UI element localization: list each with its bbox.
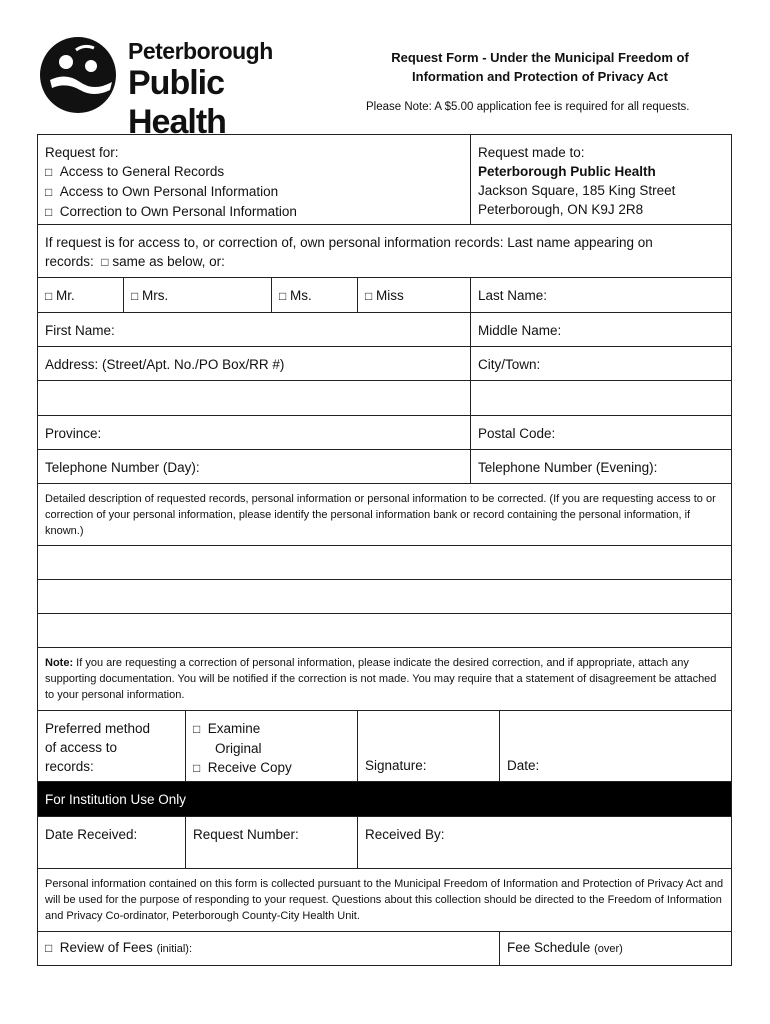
review-fees-label: Review of Fees bbox=[59, 940, 153, 955]
form-title-line2: Information and Protection of Privacy Act bbox=[412, 69, 668, 84]
option-label: Examine bbox=[207, 721, 261, 736]
option-label: Access to Own Personal Information bbox=[59, 184, 279, 199]
checkbox-icon[interactable]: □ bbox=[193, 761, 201, 775]
option-examine[interactable] bbox=[193, 719, 350, 739]
description-line-1 bbox=[38, 546, 732, 580]
title-mr[interactable] bbox=[38, 278, 124, 313]
middle-name-field[interactable]: Middle Name: bbox=[471, 313, 732, 347]
date-field[interactable]: Date: bbox=[500, 711, 732, 782]
signature-field[interactable]: Signature: bbox=[358, 711, 500, 782]
checkbox-icon[interactable]: □ bbox=[193, 722, 201, 736]
access-label-line1: Preferred method bbox=[45, 721, 151, 736]
org-name: Peterborough Public Health bbox=[478, 164, 656, 179]
note-label: Note: bbox=[45, 657, 74, 669]
institution-header-row bbox=[38, 782, 732, 817]
privacy-row bbox=[38, 869, 732, 932]
logo bbox=[36, 36, 326, 141]
institution-row bbox=[38, 817, 732, 869]
fee-schedule-sub: (over) bbox=[594, 943, 623, 955]
access-method-label bbox=[38, 711, 186, 782]
institution-header: For Institution Use Only bbox=[38, 782, 732, 817]
last-name-field[interactable]: Last Name: bbox=[471, 278, 732, 313]
date-received-field[interactable]: Date Received: bbox=[38, 817, 186, 869]
title-label: Mr. bbox=[56, 288, 75, 303]
address-blank-row bbox=[38, 381, 732, 416]
request-for-label: Request for: bbox=[45, 145, 119, 160]
checkbox-icon[interactable]: □ bbox=[101, 255, 109, 269]
logo-text-public-health: Public Health bbox=[128, 64, 226, 141]
checkbox-icon[interactable]: □ bbox=[45, 165, 53, 179]
telephone-day-field[interactable]: Telephone Number (Day): bbox=[38, 450, 471, 484]
logo-text-peterborough: Peterborough bbox=[128, 38, 273, 64]
city-field[interactable]: City/Town: bbox=[471, 347, 732, 381]
form-title bbox=[330, 48, 750, 86]
request-row bbox=[38, 135, 732, 225]
checkbox-icon[interactable]: □ bbox=[131, 289, 139, 303]
address-field[interactable]: Address: (Street/Apt. No./PO Box/RR #) bbox=[38, 347, 471, 381]
same-as-below-label: same as below, or: bbox=[112, 254, 225, 269]
org-address-line1: Jackson Square, 185 King Street bbox=[478, 183, 676, 198]
option-label: Receive Copy bbox=[207, 760, 292, 775]
checkbox-icon[interactable]: □ bbox=[45, 205, 53, 219]
option-examine-line2: Original bbox=[215, 741, 262, 756]
lastname-note-option bbox=[45, 252, 724, 272]
option-correction[interactable] bbox=[45, 202, 463, 222]
option-label: Correction to Own Personal Information bbox=[59, 204, 297, 219]
received-by-field[interactable]: Received By: bbox=[358, 817, 732, 869]
access-row bbox=[38, 711, 732, 782]
title-miss[interactable] bbox=[358, 278, 471, 313]
title-mrs[interactable] bbox=[124, 278, 272, 313]
note-row bbox=[38, 648, 732, 711]
form-title-line1: Request Form - Under the Municipal Freedom of bbox=[391, 50, 689, 65]
postal-code-field[interactable]: Postal Code: bbox=[471, 416, 732, 450]
fees-row bbox=[38, 932, 732, 966]
description-blank-field[interactable] bbox=[38, 614, 732, 648]
address-blank-field[interactable] bbox=[38, 381, 471, 416]
request-number-field[interactable]: Request Number: bbox=[186, 817, 358, 869]
privacy-text: Personal information contained on this form is collected pursuant to the Municipal Freedom of Information and Protection of Privacy Act and will be used for the purpose of responding to your request. Questions about this collection should be directed to the Freedom of Information and Privacy Co-ordinator, Peterborough County-City Health Unit. bbox=[38, 869, 732, 932]
telephone-evening-field[interactable]: Telephone Number (Evening): bbox=[471, 450, 732, 484]
logo-emblem-icon bbox=[36, 36, 126, 114]
fee-schedule-label: Fee Schedule bbox=[507, 940, 591, 955]
review-fees-sub: (initial): bbox=[156, 943, 193, 955]
checkbox-icon[interactable]: □ bbox=[45, 185, 53, 199]
option-receive-copy[interactable] bbox=[193, 758, 350, 778]
access-label-line2: of access to bbox=[45, 740, 118, 755]
option-general-records[interactable] bbox=[45, 162, 463, 182]
option-own-personal-info[interactable] bbox=[45, 182, 463, 202]
lastname-note-text: If request is for access to, or correction of, own personal information records: Last name appearing on bbox=[45, 235, 653, 250]
province-field[interactable]: Province: bbox=[38, 416, 471, 450]
request-form-table bbox=[37, 134, 732, 966]
request-for-cell bbox=[38, 135, 471, 225]
checkbox-icon[interactable]: □ bbox=[45, 289, 53, 303]
note-cell bbox=[38, 648, 732, 711]
note-text: If you are requesting a correction of personal information, please indicate the desired correction, and if appropriate, attach any supporting documentation. You will be notified if the correction is not made. You may require that a statement of disagreement be attached to your personal information. bbox=[45, 657, 717, 701]
fee-schedule bbox=[500, 932, 732, 966]
description-line-3 bbox=[38, 614, 732, 648]
description-text: Detailed description of requested records, personal information or personal information to be corrected. (If you are requesting access to or correction of your personal information, please identify the personal information bank or record containing the personal information, if known.) bbox=[38, 484, 732, 546]
access-label-line3: records: bbox=[45, 759, 94, 774]
request-made-to-cell bbox=[471, 135, 732, 225]
city-blank-field[interactable] bbox=[471, 381, 732, 416]
title-ms[interactable] bbox=[272, 278, 358, 313]
description-blank-field[interactable] bbox=[38, 580, 732, 614]
telephone-row bbox=[38, 450, 732, 484]
title-label: Mrs. bbox=[142, 288, 169, 303]
title-label: Miss bbox=[376, 288, 404, 303]
lastname-note-cell bbox=[38, 225, 732, 278]
description-blank-field[interactable] bbox=[38, 546, 732, 580]
checkbox-icon[interactable]: □ bbox=[279, 289, 287, 303]
lastname-note-prefix: records: bbox=[45, 254, 94, 269]
fee-note: Please Note: A $5.00 application fee is required for all requests. bbox=[366, 101, 690, 113]
title-label: Ms. bbox=[290, 288, 312, 303]
description-line-2 bbox=[38, 580, 732, 614]
lastname-note-row bbox=[38, 225, 732, 278]
name-row bbox=[38, 313, 732, 347]
checkbox-icon[interactable]: □ bbox=[45, 941, 53, 955]
description-row bbox=[38, 484, 732, 546]
option-label: Access to General Records bbox=[59, 164, 225, 179]
review-of-fees[interactable] bbox=[38, 932, 500, 966]
title-row bbox=[38, 278, 732, 313]
request-made-to-label: Request made to: bbox=[478, 145, 585, 160]
access-options bbox=[186, 711, 358, 782]
checkbox-icon[interactable]: □ bbox=[365, 289, 373, 303]
org-address-line2: Peterborough, ON K9J 2R8 bbox=[478, 202, 644, 217]
first-name-field[interactable]: First Name: bbox=[38, 313, 471, 347]
address-row bbox=[38, 347, 732, 381]
province-row bbox=[38, 416, 732, 450]
